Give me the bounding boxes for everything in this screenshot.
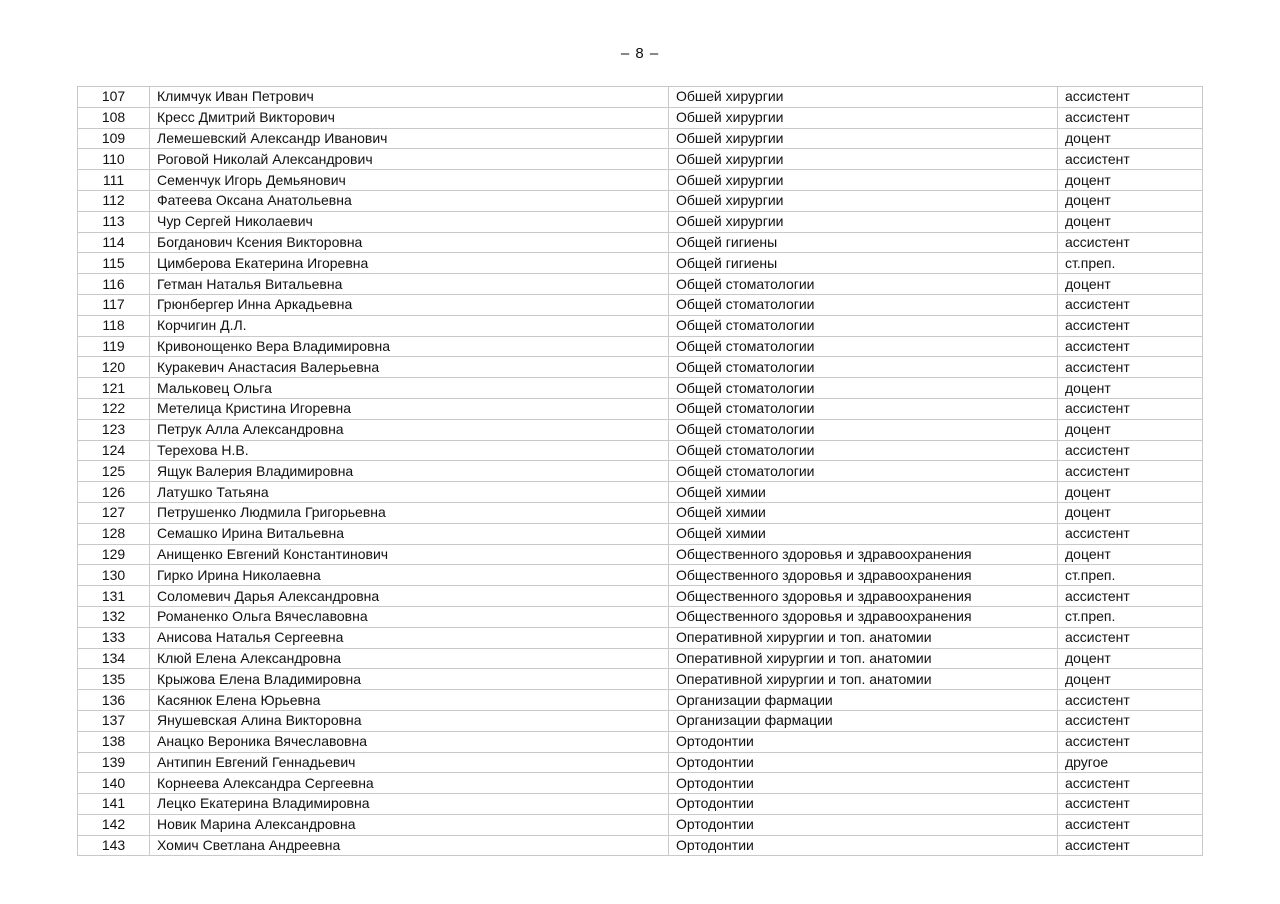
department-name: Организации фармации — [669, 690, 1058, 711]
position-title: ассистент — [1058, 731, 1203, 752]
position-title: доцент — [1058, 190, 1203, 211]
position-title: доцент — [1058, 170, 1203, 191]
department-name: Общественного здоровья и здравоохранения — [669, 606, 1058, 627]
position-title: ассистент — [1058, 586, 1203, 607]
person-name: Мальковец Ольга — [150, 378, 669, 399]
row-number: 142 — [78, 814, 150, 835]
row-number: 135 — [78, 669, 150, 690]
table-row — [78, 794, 1203, 815]
row-number: 131 — [78, 586, 150, 607]
person-name: Хомич Светлана Андреевна — [150, 835, 669, 856]
person-name: Анищенко Евгений Константинович — [150, 544, 669, 565]
department-name: Оперативной хирургии и топ. анатомии — [669, 627, 1058, 648]
row-number: 109 — [78, 128, 150, 149]
person-name: Климчук Иван Петрович — [150, 87, 669, 108]
department-name: Организации фармации — [669, 710, 1058, 731]
person-name: Корчигин Д.Л. — [150, 315, 669, 336]
position-title: ассистент — [1058, 315, 1203, 336]
department-name: Общей стоматологии — [669, 440, 1058, 461]
department-name: Общей стоматологии — [669, 274, 1058, 295]
department-name: Ортодонтии — [669, 814, 1058, 835]
row-number: 134 — [78, 648, 150, 669]
row-number: 113 — [78, 211, 150, 232]
department-name: Оперативной хирургии и топ. анатомии — [669, 648, 1058, 669]
table-row — [78, 107, 1203, 128]
table-row — [78, 398, 1203, 419]
department-name: Общей стоматологии — [669, 419, 1058, 440]
table-row — [78, 87, 1203, 108]
row-number: 138 — [78, 731, 150, 752]
position-title: ассистент — [1058, 461, 1203, 482]
row-number: 137 — [78, 710, 150, 731]
row-number: 128 — [78, 523, 150, 544]
position-title: ассистент — [1058, 523, 1203, 544]
person-name: Новик Марина Александровна — [150, 814, 669, 835]
row-number: 132 — [78, 606, 150, 627]
person-name: Латушко Татьяна — [150, 482, 669, 503]
position-title: ассистент — [1058, 149, 1203, 170]
person-name: Ящук Валерия Владимировна — [150, 461, 669, 482]
person-name: Касянюк Елена Юрьевна — [150, 690, 669, 711]
person-name: Лецко Екатерина Владимировна — [150, 794, 669, 815]
row-number: 140 — [78, 773, 150, 794]
table-row — [78, 149, 1203, 170]
table-row — [78, 419, 1203, 440]
table-row — [78, 357, 1203, 378]
row-number: 127 — [78, 502, 150, 523]
row-number: 120 — [78, 357, 150, 378]
position-title: ассистент — [1058, 398, 1203, 419]
table-row — [78, 835, 1203, 856]
row-number: 123 — [78, 419, 150, 440]
table-row — [78, 648, 1203, 669]
department-name: Общей химии — [669, 523, 1058, 544]
position-title: ассистент — [1058, 690, 1203, 711]
position-title: доцент — [1058, 128, 1203, 149]
position-title: ст.преп. — [1058, 565, 1203, 586]
position-title: доцент — [1058, 211, 1203, 232]
position-title: ассистент — [1058, 232, 1203, 253]
position-title: ассистент — [1058, 794, 1203, 815]
table-row — [78, 211, 1203, 232]
table-row — [78, 378, 1203, 399]
position-title: ассистент — [1058, 87, 1203, 108]
person-name: Романенко Ольга Вячеславовна — [150, 606, 669, 627]
table-row — [78, 814, 1203, 835]
table-row — [78, 731, 1203, 752]
department-name: Общей стоматологии — [669, 378, 1058, 399]
department-name: Обшей хирургии — [669, 170, 1058, 191]
department-name: Обшей хирургии — [669, 211, 1058, 232]
table-row — [78, 274, 1203, 295]
department-name: Общей гигиены — [669, 232, 1058, 253]
person-name: Семашко Ирина Витальевна — [150, 523, 669, 544]
department-name: Обшей хирургии — [669, 190, 1058, 211]
department-name: Общей стоматологии — [669, 398, 1058, 419]
staff-table-body — [78, 87, 1203, 856]
row-number: 121 — [78, 378, 150, 399]
table-row — [78, 190, 1203, 211]
department-name: Ортодонтии — [669, 773, 1058, 794]
person-name: Гирко Ирина Николаевна — [150, 565, 669, 586]
row-number: 115 — [78, 253, 150, 274]
position-title: ассистент — [1058, 440, 1203, 461]
department-name: Оперативной хирургии и топ. анатомии — [669, 669, 1058, 690]
person-name: Анацко Вероника Вячеславовна — [150, 731, 669, 752]
row-number: 108 — [78, 107, 150, 128]
department-name: Ортодонтии — [669, 835, 1058, 856]
department-name: Обшей хирургии — [669, 87, 1058, 108]
row-number: 112 — [78, 190, 150, 211]
table-row — [78, 461, 1203, 482]
table-row — [78, 253, 1203, 274]
department-name: Общей стоматологии — [669, 315, 1058, 336]
position-title: доцент — [1058, 482, 1203, 503]
row-number: 111 — [78, 170, 150, 191]
staff-table — [77, 86, 1203, 856]
person-name: Цимберова Екатерина Игоревна — [150, 253, 669, 274]
department-name: Ортодонтии — [669, 794, 1058, 815]
table-row — [78, 523, 1203, 544]
position-title: ассистент — [1058, 710, 1203, 731]
row-number: 122 — [78, 398, 150, 419]
position-title: ассистент — [1058, 107, 1203, 128]
row-number: 107 — [78, 87, 150, 108]
row-number: 118 — [78, 315, 150, 336]
person-name: Метелица Кристина Игоревна — [150, 398, 669, 419]
person-name: Терехова Н.В. — [150, 440, 669, 461]
position-title: доцент — [1058, 378, 1203, 399]
table-row — [78, 502, 1203, 523]
row-number: 141 — [78, 794, 150, 815]
person-name: Петрушенко Людмила Григорьевна — [150, 502, 669, 523]
person-name: Антипин Евгений Геннадьевич — [150, 752, 669, 773]
department-name: Общественного здоровья и здравоохранения — [669, 565, 1058, 586]
row-number: 129 — [78, 544, 150, 565]
row-number: 119 — [78, 336, 150, 357]
position-title: ст.преп. — [1058, 253, 1203, 274]
page-number: – 8 – — [620, 45, 660, 62]
person-name: Корнеева Александра Сергеевна — [150, 773, 669, 794]
position-title: ассистент — [1058, 773, 1203, 794]
position-title: ассистент — [1058, 336, 1203, 357]
row-number: 125 — [78, 461, 150, 482]
table-row — [78, 170, 1203, 191]
position-title: доцент — [1058, 544, 1203, 565]
row-number: 110 — [78, 149, 150, 170]
person-name: Куракевич Анастасия Валерьевна — [150, 357, 669, 378]
person-name: Кресс Дмитрий Викторович — [150, 107, 669, 128]
position-title: ассистент — [1058, 294, 1203, 315]
person-name: Богданович Ксения Викторовна — [150, 232, 669, 253]
table-row — [78, 690, 1203, 711]
person-name: Гетман Наталья Витальевна — [150, 274, 669, 295]
table-row — [78, 440, 1203, 461]
person-name: Соломевич Дарья Александровна — [150, 586, 669, 607]
position-title: ассистент — [1058, 357, 1203, 378]
table-row — [78, 336, 1203, 357]
department-name: Общественного здоровья и здравоохранения — [669, 544, 1058, 565]
table-row — [78, 232, 1203, 253]
person-name: Роговой Николай Александрович — [150, 149, 669, 170]
table-row — [78, 544, 1203, 565]
department-name: Общей стоматологии — [669, 461, 1058, 482]
table-row — [78, 315, 1203, 336]
person-name: Крыжова Елена Владимировна — [150, 669, 669, 690]
row-number: 117 — [78, 294, 150, 315]
row-number: 130 — [78, 565, 150, 586]
row-number: 126 — [78, 482, 150, 503]
row-number: 133 — [78, 627, 150, 648]
position-title: ст.преп. — [1058, 606, 1203, 627]
department-name: Общей стоматологии — [669, 336, 1058, 357]
table-row — [78, 482, 1203, 503]
department-name: Обшей хирургии — [669, 149, 1058, 170]
department-name: Ортодонтии — [669, 731, 1058, 752]
table-row — [78, 773, 1203, 794]
table-row — [78, 586, 1203, 607]
department-name: Общественного здоровья и здравоохранения — [669, 586, 1058, 607]
position-title: доцент — [1058, 419, 1203, 440]
person-name: Чур Сергей Николаевич — [150, 211, 669, 232]
position-title: доцент — [1058, 648, 1203, 669]
person-name: Грюнбергер Инна Аркадьевна — [150, 294, 669, 315]
department-name: Общей химии — [669, 482, 1058, 503]
person-name: Петрук Алла Александровна — [150, 419, 669, 440]
person-name: Фатеева Оксана Анатольевна — [150, 190, 669, 211]
person-name: Янушевская Алина Викторовна — [150, 710, 669, 731]
table-row — [78, 627, 1203, 648]
position-title: доцент — [1058, 274, 1203, 295]
person-name: Семенчук Игорь Демьянович — [150, 170, 669, 191]
position-title: ассистент — [1058, 627, 1203, 648]
department-name: Общей стоматологии — [669, 294, 1058, 315]
row-number: 116 — [78, 274, 150, 295]
row-number: 139 — [78, 752, 150, 773]
department-name: Обшей хирургии — [669, 128, 1058, 149]
row-number: 124 — [78, 440, 150, 461]
person-name: Лемешевский Александр Иванович — [150, 128, 669, 149]
department-name: Общей гигиены — [669, 253, 1058, 274]
table-row — [78, 565, 1203, 586]
position-title: ассистент — [1058, 835, 1203, 856]
position-title: доцент — [1058, 502, 1203, 523]
row-number: 136 — [78, 690, 150, 711]
row-number: 114 — [78, 232, 150, 253]
table-row — [78, 710, 1203, 731]
table-row — [78, 606, 1203, 627]
row-number: 143 — [78, 835, 150, 856]
position-title: доцент — [1058, 669, 1203, 690]
department-name: Обшей хирургии — [669, 107, 1058, 128]
table-row — [78, 128, 1203, 149]
person-name: Анисова Наталья Сергеевна — [150, 627, 669, 648]
table-row — [78, 294, 1203, 315]
person-name: Клюй Елена Александровна — [150, 648, 669, 669]
department-name: Ортодонтии — [669, 752, 1058, 773]
department-name: Общей химии — [669, 502, 1058, 523]
table-row — [78, 752, 1203, 773]
position-title: другое — [1058, 752, 1203, 773]
table-row — [78, 669, 1203, 690]
position-title: ассистент — [1058, 814, 1203, 835]
department-name: Общей стоматологии — [669, 357, 1058, 378]
person-name: Кривонощенко Вера Владимировна — [150, 336, 669, 357]
